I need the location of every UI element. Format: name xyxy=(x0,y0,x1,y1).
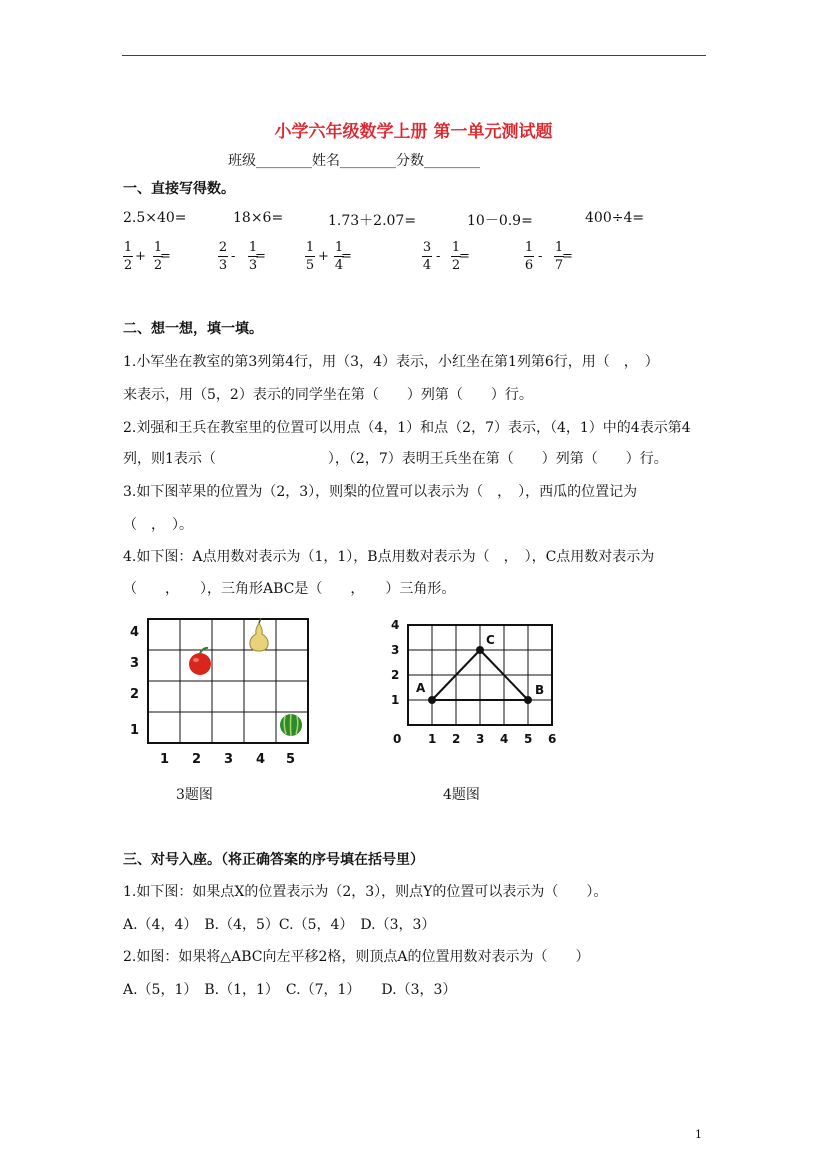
question-line: 来表示，用（5，2）表示的同学坐在第（ ）列第（ ）行。 xyxy=(123,387,533,403)
point-label: A xyxy=(416,681,426,695)
figure4-caption: 4题图 xyxy=(443,787,480,803)
y-tick-label: 3 xyxy=(130,656,140,671)
x-tick-label: 2 xyxy=(192,752,202,767)
x-tick-label: 4 xyxy=(500,732,509,746)
pear-icon xyxy=(250,618,268,651)
x-tick-label: 1 xyxy=(160,752,170,767)
point-label: C xyxy=(486,633,495,647)
question-line: 4.如下图：A点用数对表示为（1，1），B点用数对表示为（ ， ），C点用数对表示为 xyxy=(123,549,655,565)
x-tick-label: 2 xyxy=(452,732,461,746)
point-c xyxy=(476,646,484,654)
x-tick-label: 3 xyxy=(476,732,485,746)
page-title: 小学六年级数学上册 第一单元测试题 xyxy=(274,122,553,142)
y-tick-label: 2 xyxy=(130,687,140,702)
apple-icon xyxy=(189,648,211,675)
student-info-line: 班级________姓名________分数________ xyxy=(228,153,480,169)
y-tick-label: 4 xyxy=(130,625,140,640)
section1-heading: 一、直接写得数。 xyxy=(123,181,235,197)
question-line: 2.刘强和王兵在教室里的位置可以用点（4，1）和点（2，7）表示，（4，1）中的4表示第4 xyxy=(123,420,691,436)
x-tick-label: 0 xyxy=(393,732,402,746)
figure3-caption: 3题图 xyxy=(176,787,213,803)
section2-heading: 二、想一想，填一填。 xyxy=(123,321,263,337)
page-number: 1 xyxy=(695,1128,702,1141)
figure4-grid xyxy=(385,612,585,752)
y-tick-label: 1 xyxy=(130,723,140,738)
calc-item: 1.73＋2.07= xyxy=(328,213,417,229)
x-tick-label: 5 xyxy=(524,732,533,746)
calc-item: 400÷4= xyxy=(585,210,645,226)
question-line: 1.小军坐在教室的第3列第4行，用（3，4）表示，小红坐在第1列第6行，用（ ， ） xyxy=(123,354,659,370)
question-line: （ ， ）。 xyxy=(123,517,193,533)
y-tick-label: 3 xyxy=(391,643,400,657)
y-tick-label: 4 xyxy=(391,618,400,632)
point-a xyxy=(428,696,436,704)
y-tick-label: 1 xyxy=(391,693,400,707)
header-rule xyxy=(122,55,706,56)
answer-options: A.（4，4） B.（4，5）C.（5，4） D.（3，3） xyxy=(123,917,436,933)
x-tick-label: 5 xyxy=(286,752,296,767)
x-tick-label: 1 xyxy=(428,732,437,746)
x-tick-label: 4 xyxy=(256,752,266,767)
question-line: （ ， ），三角形ABC是（ ， ）三角形。 xyxy=(123,581,456,597)
question-line: 2.如图：如果将△ABC向左平移2格，则顶点A的位置用数对表示为（ ） xyxy=(123,949,590,965)
question-line: 3.如下图苹果的位置为（2，3），则梨的位置可以表示为（ ， ），西瓜的位置记为 xyxy=(123,484,638,500)
calc-item: 2.5×40= xyxy=(123,210,187,226)
answer-options: A.（5，1） B.（1，1） C.（7，1） D.（3，3） xyxy=(123,982,457,998)
calc-item: 10－0.9= xyxy=(467,213,533,229)
question-line: 列，则1表示（ ），（2，7）表明王兵坐在第（ ）列第（ ）行。 xyxy=(123,451,668,467)
point-label: B xyxy=(535,683,545,697)
point-b xyxy=(524,696,532,704)
question-line: 1.如下图：如果点X的位置表示为（2，3），则点Y的位置可以表示为（ ）。 xyxy=(123,884,608,900)
x-tick-label: 3 xyxy=(224,752,234,767)
section3-heading: 三、对号入座。（将正确答案的序号填在括号里） xyxy=(123,852,424,868)
figure3-grid xyxy=(120,612,320,772)
watermelon-icon xyxy=(280,714,302,736)
y-tick-label: 2 xyxy=(391,668,400,682)
calc-item: 18×6= xyxy=(233,210,284,226)
x-tick-label: 6 xyxy=(548,732,557,746)
